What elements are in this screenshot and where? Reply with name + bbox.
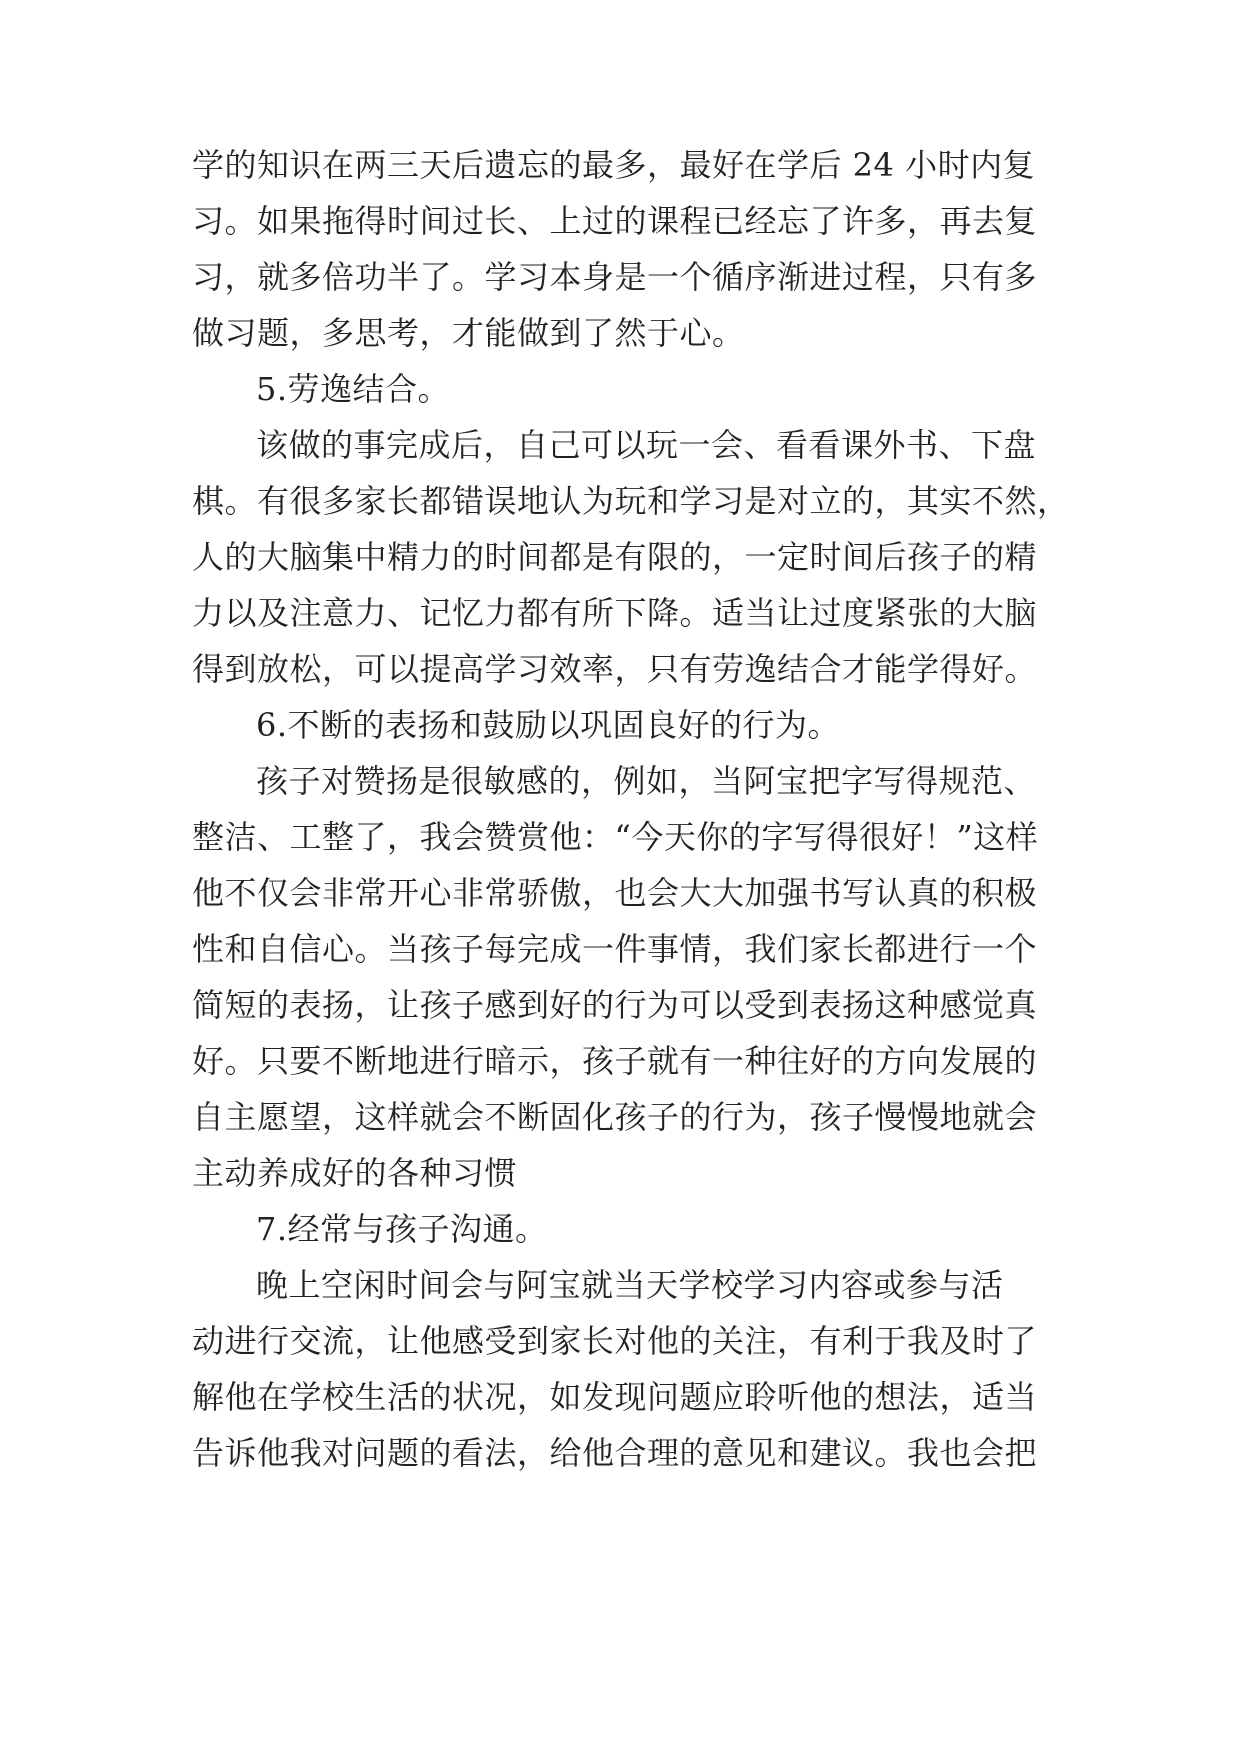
text-line: 棋。有很多家长都错误地认为玩和学习是对立的，其实不然， [192,482,1070,520]
text-line: 做习题，多思考，才能做到了然于心。 [192,314,745,352]
text-line: 该做的事完成后，自己可以玩一会、看看课外书、下盘 [256,426,1037,464]
text-line: 力以及注意力、记忆力都有所下降。适当让过度紧张的大脑 [192,594,1038,632]
section-heading: 7.经常与孩子沟通。 [256,1210,548,1248]
text-line: 好。只要不断地进行暗示，孩子就有一种往好的方向发展的 [192,1042,1038,1080]
section-heading: 6.不断的表扬和鼓励以巩固良好的行为。 [256,706,841,744]
text-line: 他不仅会非常开心非常骄傲，也会大大加强书写认真的积极 [192,874,1038,912]
text-line: 孩子对赞扬是很敏感的，例如，当阿宝把字写得规范、 [256,762,1037,800]
text-line: 解他在学校生活的状况，如发现问题应聆听他的想法，适当 [192,1378,1038,1416]
text-line: 学的知识在两三天后遗忘的最多，最好在学后 24 小时内复 [192,146,1036,184]
text-line: 简短的表扬，让孩子感到好的行为可以受到表扬这种感觉真 [192,986,1038,1024]
text-line: 晚上空闲时间会与阿宝就当天学校学习内容或参与活 [256,1266,1004,1304]
text-line: 告诉他我对问题的看法，给他合理的意见和建议。我也会把 [192,1434,1038,1472]
text-line: 自主愿望，这样就会不断固化孩子的行为，孩子慢慢地就会 [192,1098,1038,1136]
text-line: 性和自信心。当孩子每完成一件事情，我们家长都进行一个 [192,930,1038,968]
text-line: 主动养成好的各种习惯 [192,1154,518,1192]
text-line: 习，就多倍功半了。学习本身是一个循序渐进过程，只有多 [192,258,1038,296]
text-line: 整洁、工整了，我会赞赏他：“今天你的字写得很好！”这样 [192,818,1039,856]
text-line: 得到放松，可以提高学习效率，只有劳逸结合才能学得好。 [192,650,1038,688]
section-heading: 5.劳逸结合。 [256,370,451,408]
text-line: 人的大脑集中精力的时间都是有限的，一定时间后孩子的精 [192,538,1038,576]
text-line: 动进行交流，让他感受到家长对他的关注，有利于我及时了 [192,1322,1038,1360]
text-line: 习。如果拖得时间过长、上过的课程已经忘了许多，再去复 [192,202,1038,240]
